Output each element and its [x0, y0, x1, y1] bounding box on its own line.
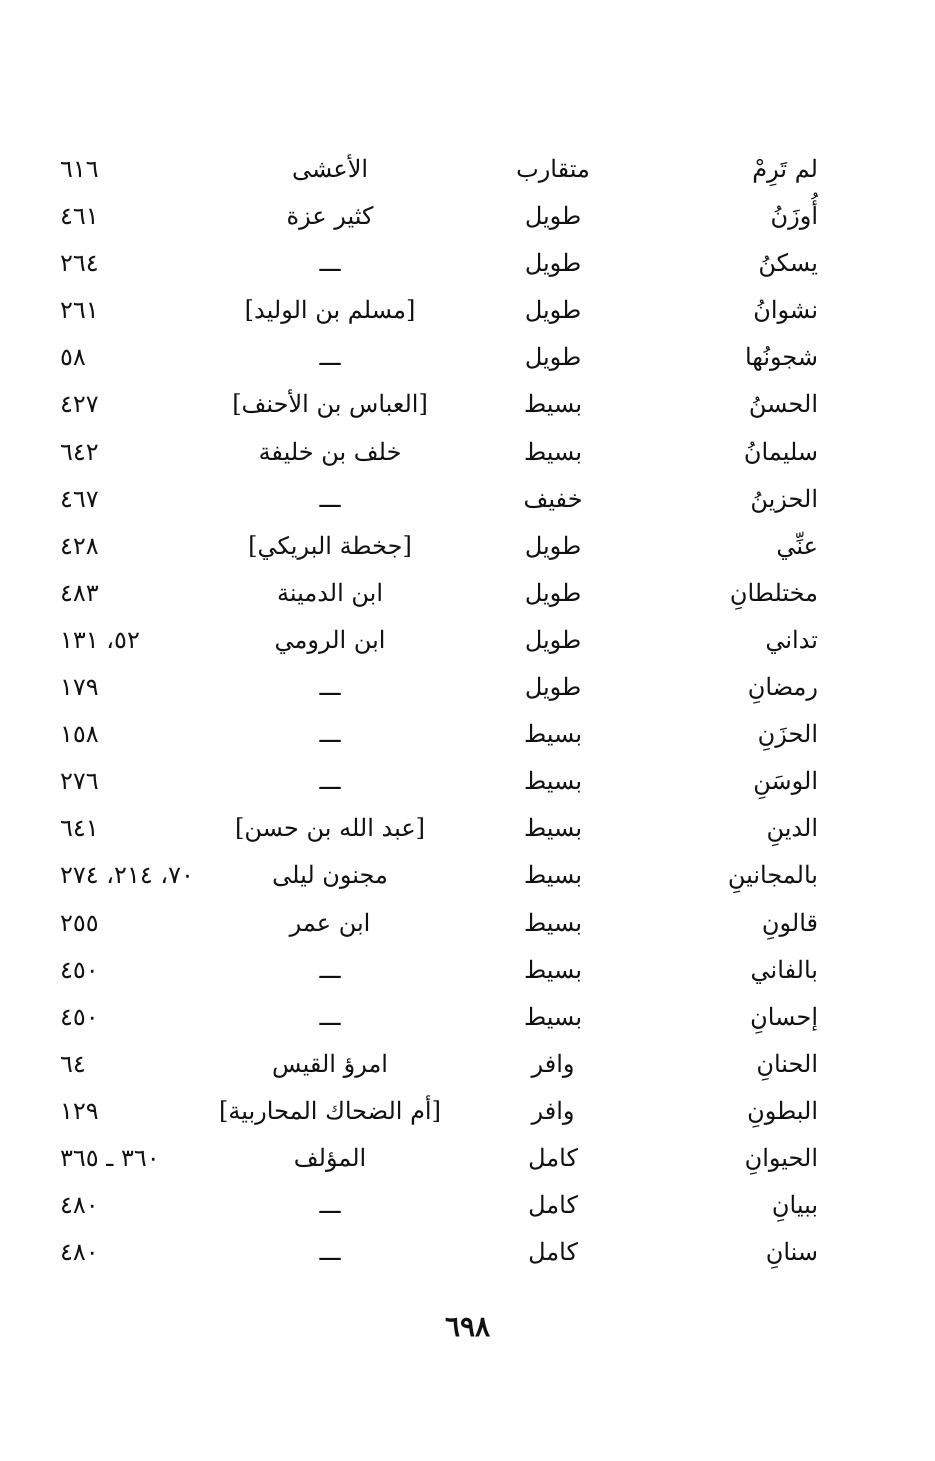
page-refs: ٢٥٥ [60, 908, 99, 937]
page-refs: ٧٠، ٢١٤، ٢٧٤ [60, 861, 194, 890]
meter: طويل [524, 296, 582, 325]
meter: بسيط [523, 1002, 583, 1031]
poet-name: ـــ [319, 720, 341, 749]
poet-name: خلف بن خليفة [258, 437, 402, 466]
page-refs: ٤٢٧ [60, 390, 99, 419]
table-row [50, 900, 840, 947]
rhyme-word: الحيوانِ [744, 1143, 818, 1172]
meter: طويل [524, 531, 582, 560]
rhymes-index-table [50, 146, 840, 1276]
table-row [50, 664, 840, 711]
rhyme-word: بالمجانينِ [727, 861, 818, 890]
table-row [50, 1088, 840, 1135]
page-refs: ٤٦٧ [60, 484, 99, 513]
poet-name: [العباس بن الأحنف] [232, 390, 428, 419]
page-refs: ٤٥٠ [60, 955, 99, 984]
rhyme-word: سليمانُ [743, 437, 818, 466]
table-row [50, 287, 840, 334]
rhyme-word: البطونِ [747, 1096, 818, 1125]
meter: طويل [524, 673, 582, 702]
meter: بسيط [523, 390, 583, 419]
poet-name: [أم الضحاك المحاربية] [219, 1096, 441, 1125]
meter: طويل [524, 343, 582, 372]
table-row [50, 570, 840, 617]
meter: طويل [524, 202, 582, 231]
page-number: ٦٩٨ [444, 1310, 491, 1343]
rhyme-word: مختلطانِ [729, 578, 818, 607]
table-row [50, 1041, 840, 1088]
poet-name: ـــ [319, 249, 341, 278]
table-row [50, 240, 840, 287]
rhyme-word: قالونِ [761, 908, 818, 937]
poet-name: الأعشى [291, 155, 369, 183]
page-refs: ٢٦١ [60, 296, 99, 325]
table-row [50, 1182, 840, 1229]
meter: متقارب [516, 155, 590, 183]
table-row [50, 617, 840, 664]
meter: بسيط [523, 908, 583, 937]
rhyme-word: ببيانِ [771, 1191, 818, 1220]
table-row [50, 1229, 840, 1276]
page-refs: ١٢٩ [60, 1096, 99, 1125]
table-row [50, 947, 840, 994]
meter: بسيط [523, 767, 583, 796]
rhyme-word: الحسنُ [748, 390, 818, 419]
meter: بسيط [523, 437, 583, 466]
page-refs: ١٧٩ [60, 673, 99, 702]
rhyme-word: بالفاني [750, 955, 818, 984]
page-refs: ٢٧٦ [60, 767, 99, 796]
table-row [50, 429, 840, 476]
page-refs: ٣٦٠ ـ ٣٦٥ [60, 1143, 160, 1172]
rhyme-word: الدينِ [766, 814, 818, 843]
poet-name: ـــ [319, 1002, 341, 1031]
poet-name: ـــ [319, 767, 341, 796]
page-refs: ٦٤١ [60, 814, 99, 843]
meter: كامل [528, 1191, 578, 1220]
poet-name: امرؤ القيس [272, 1049, 388, 1078]
poet-name: ابن الدمينة [276, 578, 384, 607]
page-refs: ٤٢٨ [60, 531, 99, 560]
page-refs: ٤٨٠ [60, 1191, 99, 1220]
rhyme-word: شجونُها [744, 343, 818, 372]
table-row [50, 381, 840, 428]
poet-name: [مسلم بن الوليد] [244, 296, 416, 325]
page-refs: ١٥٨ [60, 720, 99, 749]
table-row [50, 1135, 840, 1182]
rhyme-word: سنانِ [765, 1238, 818, 1267]
poet-name: ـــ [319, 343, 341, 372]
poet-name: كثير عزة [286, 202, 374, 231]
page-refs: ٢٦٤ [60, 249, 99, 278]
rhyme-word: لم تَرِمْ [752, 155, 818, 183]
page-refs: ٦١٦ [60, 155, 99, 183]
table-row [50, 758, 840, 805]
poet-name: [جخطة البريكي] [248, 531, 412, 560]
page-refs: ٦٤٢ [60, 437, 99, 466]
rhyme-word: عنِّي [776, 531, 818, 560]
rhyme-word: نشوانُ [753, 296, 818, 325]
meter: وافر [531, 1096, 575, 1125]
table-row [50, 146, 840, 193]
poet-name: المؤلف [293, 1143, 367, 1172]
page-refs: ٤٨٣ [60, 578, 99, 607]
meter: بسيط [523, 814, 583, 843]
poet-name: [عبد الله بن حسن] [234, 814, 426, 843]
rhyme-word: إحسانِ [750, 1002, 818, 1031]
table-row [50, 523, 840, 570]
poet-name: ـــ [319, 673, 341, 702]
page-refs: ٤٥٠ [60, 1002, 99, 1031]
poet-name: ابن الرومي [274, 625, 386, 654]
table-row [50, 193, 840, 240]
meter: طويل [524, 578, 582, 607]
poet-name: ابن عمر [289, 908, 371, 937]
page-refs: ٦٤ [60, 1049, 86, 1078]
page-refs: ٤٦١ [60, 202, 99, 231]
page-refs: ٥٨ [60, 343, 86, 372]
rhyme-word: يسكنُ [758, 249, 818, 278]
rhyme-word: الحزَنِ [757, 720, 818, 749]
poet-name: ـــ [319, 1191, 341, 1220]
meter: بسيط [523, 861, 583, 890]
poet-name: مجنون ليلى [272, 861, 388, 890]
meter: خفيف [523, 484, 583, 513]
poet-name: ـــ [319, 955, 341, 984]
table-row [50, 711, 840, 758]
table-row [50, 334, 840, 381]
meter: بسيط [523, 955, 583, 984]
table-row [50, 805, 840, 852]
meter: وافر [531, 1049, 575, 1078]
table-row [50, 852, 840, 899]
meter: كامل [528, 1238, 578, 1267]
rhyme-word: رمضانِ [747, 673, 818, 702]
rhyme-word: الوسَنِ [753, 767, 818, 796]
table-row [50, 994, 840, 1041]
table-row [50, 476, 840, 523]
rhyme-word: أُوزَنُ [770, 202, 818, 231]
rhyme-word: تداني [765, 625, 818, 654]
poet-name: ـــ [319, 1238, 341, 1267]
rhyme-word: الحزينُ [750, 484, 818, 513]
meter: كامل [528, 1143, 578, 1172]
meter: طويل [524, 249, 582, 278]
poet-name: ـــ [319, 484, 341, 513]
meter: بسيط [523, 720, 583, 749]
page-refs: ٥٢، ١٣١ [60, 625, 140, 654]
meter: طويل [524, 625, 582, 654]
page-refs: ٤٨٠ [60, 1238, 99, 1267]
rhyme-word: الحنانِ [756, 1049, 818, 1078]
